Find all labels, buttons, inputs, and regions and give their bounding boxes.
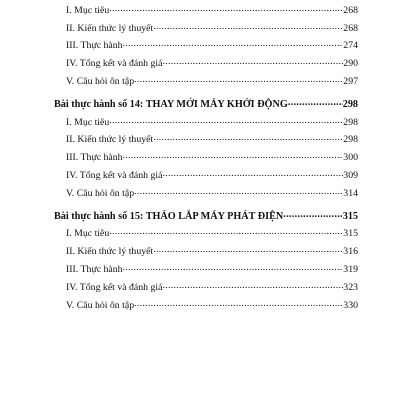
toc-chapter-heading[interactable] (54, 93, 358, 111)
toc-section-14 (54, 93, 358, 200)
toc-entry[interactable] (54, 129, 358, 147)
dot-leader (153, 21, 343, 33)
toc-entry-page: 268 (343, 4, 358, 16)
toc-entry[interactable] (54, 35, 358, 53)
dot-leader (163, 168, 344, 180)
dot-leader (163, 280, 344, 292)
toc-entry-page: 297 (343, 75, 358, 87)
toc-entry[interactable] (54, 146, 358, 164)
toc-entry-label: II. Kiến thức lý thuyết (66, 22, 154, 34)
toc-entry-page: 300 (343, 152, 358, 164)
dot-leader (134, 186, 343, 198)
dot-leader (109, 226, 343, 238)
toc-chapter-heading[interactable] (54, 205, 358, 223)
dot-leader (123, 38, 344, 50)
toc-entry-label: III. Thực hành (66, 263, 123, 275)
toc-chapter-title: Bài thực hành số 14: THAY MỚI MÁY KHỞI ĐỘNG (54, 98, 288, 110)
toc-entry[interactable] (54, 223, 358, 241)
toc-entry[interactable] (54, 0, 358, 17)
toc-entry-page: 309 (343, 169, 358, 181)
toc-entry-label: V. Câu hỏi ôn tập (66, 75, 135, 87)
toc-chapter-page: 315 (342, 210, 358, 222)
toc-entry-label: V. Câu hỏi ôn tập (66, 187, 135, 199)
toc-entry[interactable] (54, 70, 358, 88)
toc-entry-label: IV. Tổng kết và đánh giá (66, 281, 163, 293)
table-of-contents (54, 0, 358, 312)
toc-entry-label: V. Câu hỏi ôn tập (66, 299, 135, 311)
toc-section-15 (54, 205, 358, 312)
toc-entry[interactable] (54, 276, 358, 294)
toc-entry-page: 316 (343, 246, 358, 258)
toc-entry[interactable] (54, 17, 358, 35)
toc-entry-label: I. Mục tiêu (66, 116, 110, 128)
toc-entry-label: III. Thực hành (66, 40, 123, 52)
toc-section-13-continued (54, 0, 358, 88)
toc-entry[interactable] (54, 294, 358, 312)
dot-leader (283, 209, 342, 221)
dot-leader (288, 97, 343, 109)
dot-leader (134, 298, 343, 310)
toc-entry-label: II. Kiến thức lý thuyết (66, 246, 154, 258)
dot-leader (123, 150, 344, 162)
dot-leader (163, 56, 344, 68)
toc-entry-label: IV. Tổng kết và đánh giá (66, 169, 163, 181)
toc-entry[interactable] (54, 164, 358, 182)
toc-entry[interactable] (54, 258, 358, 276)
toc-entry[interactable] (54, 182, 358, 200)
toc-entry-page: 268 (343, 22, 358, 34)
toc-chapter-page: 298 (342, 98, 358, 110)
dot-leader (123, 262, 344, 274)
toc-entry-label: IV. Tổng kết và đánh giá (66, 58, 163, 70)
toc-entry[interactable] (54, 52, 358, 70)
toc-entry-label: III. Thực hành (66, 152, 123, 164)
toc-entry-label: I. Mục tiêu (66, 4, 110, 16)
dot-leader (134, 74, 343, 86)
toc-entry-page: 319 (343, 263, 358, 275)
toc-entry-page: 323 (343, 281, 358, 293)
toc-entry-page: 330 (343, 299, 358, 311)
toc-entry-label: I. Mục tiêu (66, 228, 110, 240)
toc-entry-page: 314 (343, 187, 358, 199)
toc-entry-page: 274 (343, 40, 358, 52)
dot-leader (153, 244, 343, 256)
toc-entry-page: 290 (343, 58, 358, 70)
dot-leader (109, 115, 343, 127)
toc-chapter-title: Bài thực hành số 15: THÁO LẮP MÁY PHÁT ĐIỆN (54, 210, 284, 222)
toc-entry[interactable] (54, 240, 358, 258)
toc-entry-page: 298 (343, 134, 358, 146)
toc-entry[interactable] (54, 111, 358, 129)
toc-entry-label: II. Kiến thức lý thuyết (66, 134, 154, 146)
dot-leader (109, 3, 343, 15)
dot-leader (153, 132, 343, 144)
toc-entry-page: 298 (343, 116, 358, 128)
toc-entry-page: 315 (343, 228, 358, 240)
